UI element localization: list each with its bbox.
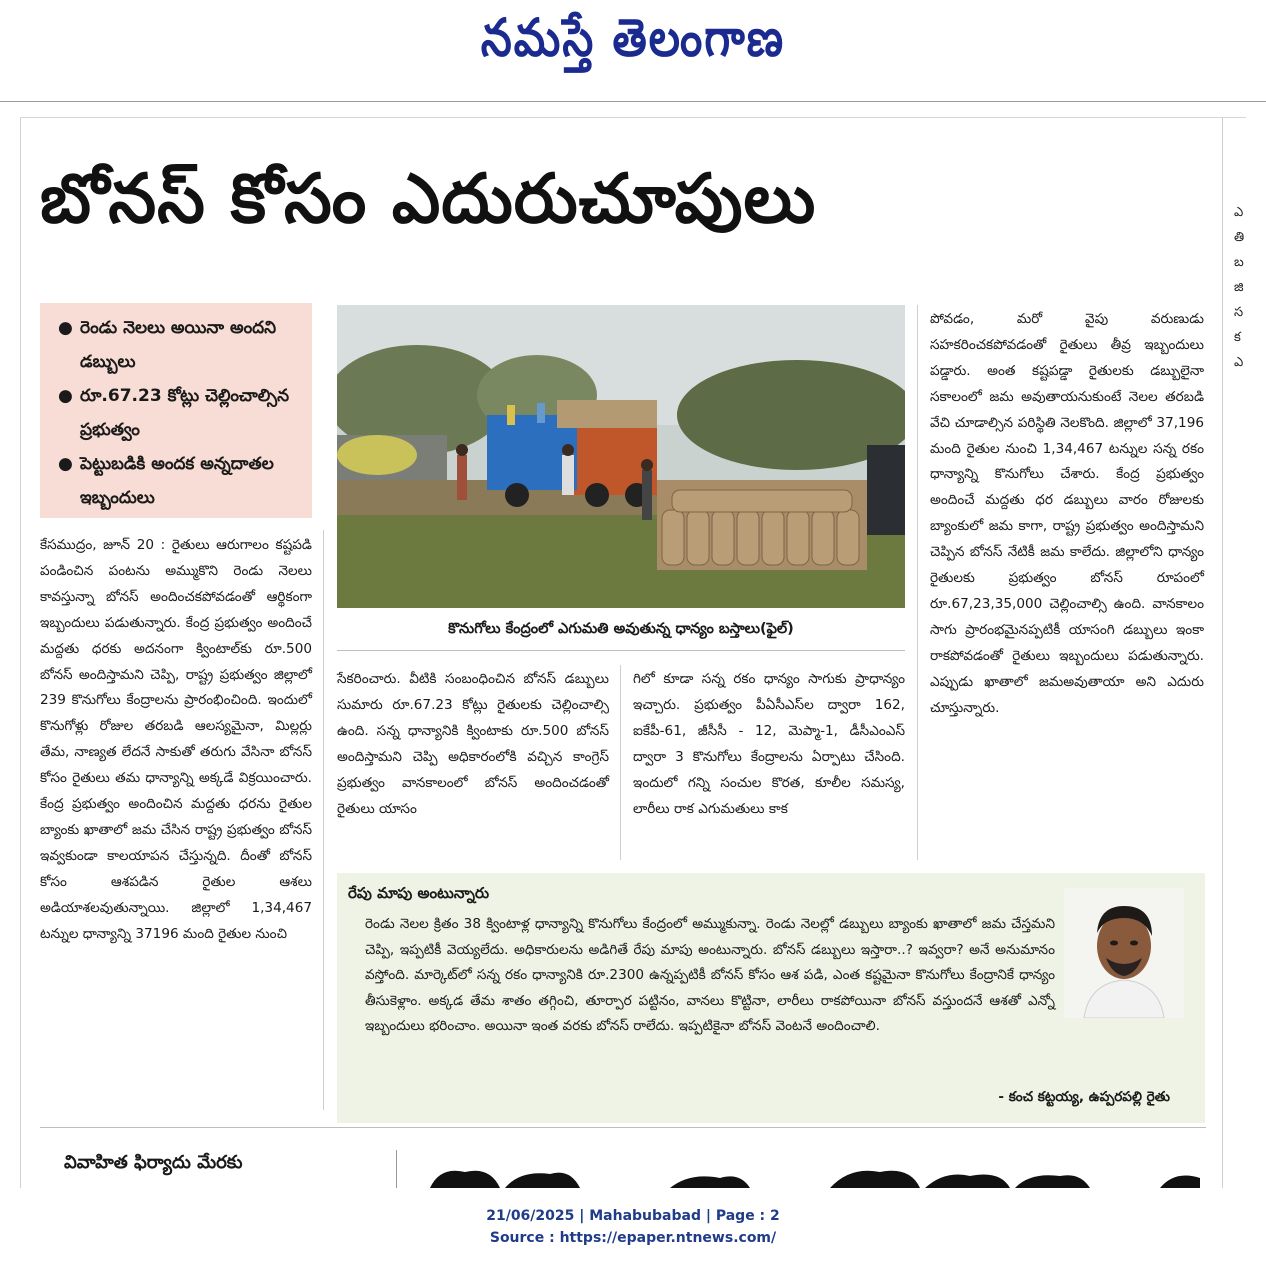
next-article-headline: వివాహిత ఫిర్యాదు మేరకు bbox=[64, 1152, 243, 1173]
bullet-icon: ● bbox=[58, 386, 73, 406]
quote-body: రెండు నెలల క్రితం 38 క్వింటాళ్ల ధాన్యాన్ని కొనుగోలు కేంద్రంలో అమ్ముకున్నా. రెండు నెలల్లో డబ్బులు బ్యాంకు ఖాతాలో జమ చేస్తమని చెప్పి, ఇప్పటికీ వెయ్యలేదు. అధికారులను అడిగితే రేపు మాపు అంటున్నారు. బోనస్ డబ్బులు ఇస్తారా..? ఇవ్వరా? అనే అనుమానం వస్తోంది. మార్కెట్‌లో సన్న రకం ధాన్యానికి రూ.2300 ఉన్నప్పటికీ బోనస్ కోసం ఆశ పడి, ఎంత కష్టమైనా కొనుగోలు కేంద్రానికే ధాన్యం తీసుకెళ్లాం. అక్కడ తేమ శాతం తగ్గించి, తూర్పార పట్టినం, వానలు కొట్టినా, లారీలు రాకపోయినా బోనస్ వస్తుందనే ఆశతో ఎన్నో ఇబ్బందులు భరించాం. అయినా ఇంత వరకు బోనస్ రాలేదు. ఇప్పటికైనా బోనస్ వెంటనే అందించాలి. bbox=[365, 916, 1055, 1034]
article-column-4 bbox=[930, 307, 1204, 862]
caption-rule bbox=[337, 650, 905, 651]
bullet-icon: ● bbox=[58, 318, 73, 338]
newspaper-logo: నమస్తే తెలంగాణ bbox=[480, 8, 786, 69]
column-divider bbox=[396, 1150, 397, 1190]
paragraph: గిలో కూడా సన్న రకం ధాన్యం సాగుకు ప్రాధాన్యం ఇచ్చారు. ప్రభుత్వం పీఏసీఎస్‌ల ద్వారా 162, ఐకేపీ-61, జీసీసీ - 12, మెప్మా-1, డీసీఎంఎస్‌ ద్వారా 3 కొనుగోలు కేంద్రాలను ఏర్పాటు చేసింది. ఇందులో గన్ని సంచుల కొరత, కూలీల సమస్య, లారీలు రాక ఎగుమతులు కాక bbox=[633, 671, 905, 817]
adjacent-column-sliver: ఎ తి బ జి స క ఎ bbox=[1234, 205, 1245, 370]
article-column-2 bbox=[337, 667, 609, 862]
paragraph: సేకరించారు. వీటికి సంబంధించిన బోనస్ డబ్బులు సుమారు రూ.67.23 కోట్లు రైతులకు చెల్లించాల్సి ఉంది. సన్న ధాన్యానికి క్వింటాకు రూ.500 బోనస్ అందిస్తామని చెప్పి అధికారంలోకి వచ్చిన కాంగ్రెస్ ప్రభుత్వం వానకాలంలో బోనస్ అందించడంతో రైతులు యాసం bbox=[337, 671, 609, 817]
paragraph: పోవడం, మరో వైపు వరుణుడు సహకరించకపోవడంతో రైతులు తీవ్ర ఇబ్బందులు పడ్డారు. అంత కష్టపడ్డా రైతులకు డబ్బులైనా సకాలంలో జమ అవుతాయనుకుంటే నెలల తరబడి వేచి చూడాల్సిన పరిస్థితి నెలకొంది. జిల్లాలో 37,196 మంది రైతుల నుంచి 1,34,467 టన్నుల సన్న రకం ధాన్యాన్ని కొనుగోలు చేశారు. కేంద్ర ప్రభుత్వం అందించే మద్దతు ధర డబ్బులు వారం రోజులకు బ్యాంకులో జమ కాగా, రాష్ట్ర ప్రభుత్వం అందిస్తామని చెప్పిన బోనస్ నేటికీ జమ కాలేదు. జిల్లాలోని ధాన్యం రైతులకు ప్రభుత్వం బోనస్ రూపంలో రూ.67,23,35,000 చెల్లించాల్సి ఉంది. వానకాలం సాగు ప్రారంభమైనప్పటికీ యాసంగి డబ్బులు ఇంకా రాకపోవడంతో రైతులు ఇబ్బందులు పడుతున్నారు. ఎప్పుడు ఖాతాలో జమఅవుతాయా అని ఎదురు చూస్తున్నారు. bbox=[930, 311, 1204, 716]
quote-title: రేపు మాపు అంటున్నారు bbox=[348, 884, 490, 902]
edition-info: 21/06/2025 | Mahabubabad | Page : 2 bbox=[486, 1208, 780, 1224]
quote-attribution: - కంచ కట్టయ్య, ఉప్పరపల్లి రైతు bbox=[998, 1089, 1170, 1105]
highlight-item: ● పెట్టుబడికి అందక అన్నదాతల ఇబ్బందులు bbox=[62, 447, 302, 515]
page-footer bbox=[0, 1205, 1266, 1249]
next-article-headline-cropped bbox=[430, 1164, 1210, 1188]
source-link[interactable]: Source : https://epaper.ntnews.com/ bbox=[489, 1230, 777, 1246]
highlights-box bbox=[40, 303, 312, 518]
column-divider bbox=[917, 305, 918, 860]
grain-bags-truck-photo bbox=[337, 305, 905, 608]
article-photo bbox=[337, 305, 905, 608]
article-column-3 bbox=[633, 667, 905, 862]
section-rule bbox=[40, 1127, 1206, 1128]
column-divider bbox=[323, 530, 324, 1110]
cropped-headline-glyphs bbox=[430, 1164, 1210, 1188]
farmer-portrait-image bbox=[1064, 888, 1184, 1018]
right-margin-divider bbox=[1222, 118, 1227, 1188]
masthead-rule bbox=[0, 101, 1266, 102]
page-top-rule bbox=[20, 117, 1246, 118]
highlight-item: ● రెండు నెలలు అయినా అందని డబ్బులు bbox=[62, 311, 302, 379]
article-headline: బోనస్ కోసం ఎదురుచూపులు bbox=[40, 160, 817, 239]
left-margin bbox=[0, 118, 21, 1188]
article-column-1 bbox=[40, 533, 312, 1111]
bullet-icon: ● bbox=[58, 454, 73, 474]
highlight-item: ● రూ.67.23 కోట్లు చెల్లించాల్సిన ప్రభుత్వం bbox=[62, 379, 302, 447]
farmer-portrait bbox=[1064, 888, 1184, 1018]
paragraph: కేసముద్రం, జూన్ 20 : రైతులు ఆరుగాలం కష్టపడి పండించిన పంటను అమ్ముకొని రెండు నెలలు కావస్తున్నా బోనస్ అందించకపోవడంతో ఆర్థికంగా ఇబ్బందులు పడుతున్నారు. కేంద్ర ప్రభుత్వం అందించే మద్దతు ధరకు అదనంగా క్వింటాల్‌కు రూ.500 బోనస్ అందిస్తామని చెప్పి, రాష్ట్ర ప్రభుత్వం జిల్లాలో 239 కొనుగోలు కేంద్రాలను ప్రారంభించింది. ఇందులో కొనుగోళ్లు రోజుల తరబడి ఆలస్యమైనా, మిల్లర్లు తేమ, నాణ్యత లేదనే సాకుతో తరుగు వేసినా బోనస్ కోసం రైతులు తమ ధాన్యాన్ని అక్కడే విక్రయించారు. కేంద్ర ప్రభుత్వం అందించిన మద్దతు ధరను రైతుల బ్యాంకు ఖాతాలో జమ చేసిన రాష్ట్ర ప్రభుత్వం బోనస్ ఇవ్వకుండా కాలయాపన చేస్తున్నది. దీంతో బోనస్ కోసం ఆశపడిన రైతుల ఆశలు అడియాశలవుతున్నాయి. జిల్లాలో 1,34,467 టన్నుల ధాన్యాన్ని 37196 మంది రైతుల నుంచి bbox=[40, 537, 312, 942]
masthead bbox=[0, 0, 1266, 100]
column-divider bbox=[620, 665, 621, 860]
photo-caption: కొనుగోలు కేంద్రంలో ఎగుమతి అవుతున్న ధాన్యం బస్తాలు(ఫైల్) bbox=[448, 621, 794, 637]
